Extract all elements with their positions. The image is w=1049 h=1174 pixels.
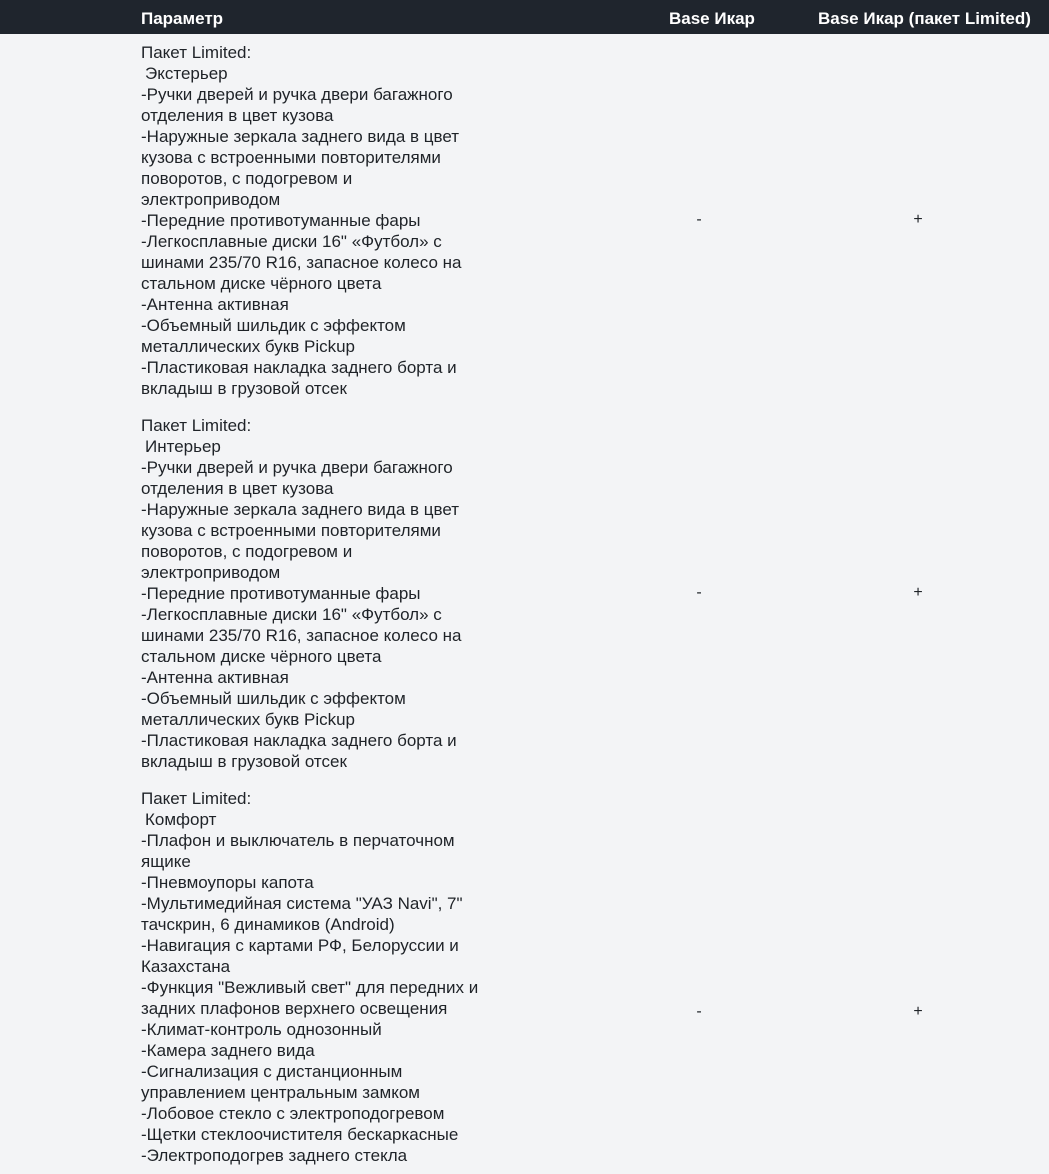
parameter-cell xyxy=(141,415,513,772)
feature-line: -Навигация с картами РФ, Белоруссии и xyxy=(141,936,459,955)
feature-line: металлических букв Pickup xyxy=(141,337,356,356)
table-body xyxy=(0,34,1049,1174)
base-ikar-limited-value: + xyxy=(913,211,923,228)
package-section: Интерьер xyxy=(145,437,221,456)
feature-line: -Ручки дверей и ручка двери багажного xyxy=(141,458,453,477)
feature-line: -Наружные зеркала заднего вида в цвет xyxy=(141,500,460,519)
feature-line: тачскрин, 6 динамиков (Android) xyxy=(141,915,395,934)
feature-line: -Пластиковая накладка заднего борта и xyxy=(141,731,457,750)
feature-line: -Передние противотуманные фары xyxy=(141,584,421,603)
feature-line: -Ручки дверей и ручка двери багажного xyxy=(141,85,453,104)
feature-line: электроприводом xyxy=(141,190,281,209)
column-header-base-ikar-limited[interactable]: Base Икар (пакет Limited) xyxy=(818,9,1031,28)
base-ikar-value: - xyxy=(696,1003,702,1020)
feature-line: -Плафон и выключатель в перчаточном xyxy=(141,831,455,850)
column-header-base-ikar[interactable]: Base Икар xyxy=(669,9,755,28)
feature-line: отделения в цвет кузова xyxy=(141,479,334,498)
feature-line: -Легкосплавные диски 16" «Футбол» с xyxy=(141,605,442,624)
parameter-cell xyxy=(141,788,513,1166)
package-title: Пакет Limited: xyxy=(141,789,252,808)
feature-line: Казахстана xyxy=(141,957,231,976)
base-ikar-limited-value: + xyxy=(913,1003,923,1020)
feature-line: -Объемный шильдик с эффектом xyxy=(141,689,406,708)
feature-line: управлением центральным замком xyxy=(141,1083,420,1102)
base-ikar-value: - xyxy=(696,584,702,601)
feature-line: кузова с встроенными повторителями xyxy=(141,148,441,167)
feature-line: шинами 235/70 R16, запасное колесо на xyxy=(141,253,462,272)
feature-line: кузова с встроенными повторителями xyxy=(141,521,441,540)
feature-line: -Камера заднего вида xyxy=(141,1041,315,1060)
feature-line: -Антенна активная xyxy=(141,295,289,314)
package-title: Пакет Limited: xyxy=(141,416,252,435)
feature-line: задних плафонов верхнего освещения xyxy=(141,999,448,1018)
feature-line: -Пневмоупоры капота xyxy=(141,873,314,892)
feature-line: -Пластиковая накладка заднего борта и xyxy=(141,358,457,377)
column-header-parameter[interactable]: Параметр xyxy=(141,9,224,28)
feature-line: -Щетки стеклоочистителя бескаркасные xyxy=(141,1125,459,1144)
feature-line: -Электроподогрев заднего стекла xyxy=(141,1146,408,1165)
feature-line: шинами 235/70 R16, запасное колесо на xyxy=(141,626,462,645)
table-header xyxy=(0,0,1049,34)
feature-line: металлических букв Pickup xyxy=(141,710,356,729)
package-section: Экстерьер xyxy=(145,64,228,83)
feature-line: -Передние противотуманные фары xyxy=(141,211,421,230)
feature-line: -Климат-контроль однозонный xyxy=(141,1020,382,1039)
feature-line: -Антенна активная xyxy=(141,668,289,687)
table-row xyxy=(0,415,1049,787)
feature-line: поворотов, с подогревом и xyxy=(141,542,353,561)
feature-line: -Лобовое стекло с электроподогревом xyxy=(141,1104,445,1123)
feature-line: вкладыш в грузовой отсек xyxy=(141,752,347,771)
feature-line: -Объемный шильдик с эффектом xyxy=(141,316,406,335)
feature-line: вкладыш в грузовой отсек xyxy=(141,379,347,398)
feature-line: -Мультимедийная система "УАЗ Navi", 7" xyxy=(141,894,463,913)
package-title: Пакет Limited: xyxy=(141,43,252,62)
feature-line: электроприводом xyxy=(141,563,281,582)
feature-line: стальном диске чёрного цвета xyxy=(141,647,382,666)
base-ikar-limited-value: + xyxy=(913,584,923,601)
base-ikar-value: - xyxy=(696,211,702,228)
table-row xyxy=(0,42,1049,414)
table-row xyxy=(0,788,1049,1174)
feature-line: поворотов, с подогревом и xyxy=(141,169,353,188)
package-section: Комфорт xyxy=(145,810,217,829)
feature-line: -Сигнализация с дистанционным xyxy=(141,1062,403,1081)
feature-line: -Легкосплавные диски 16" «Футбол» с xyxy=(141,232,442,251)
parameter-cell xyxy=(141,42,513,399)
feature-line: стальном диске чёрного цвета xyxy=(141,274,382,293)
feature-line: отделения в цвет кузова xyxy=(141,106,334,125)
feature-line: -Наружные зеркала заднего вида в цвет xyxy=(141,127,460,146)
feature-line: ящике xyxy=(141,852,191,871)
feature-line: -Функция "Вежливый свет" для передних и xyxy=(141,978,479,997)
